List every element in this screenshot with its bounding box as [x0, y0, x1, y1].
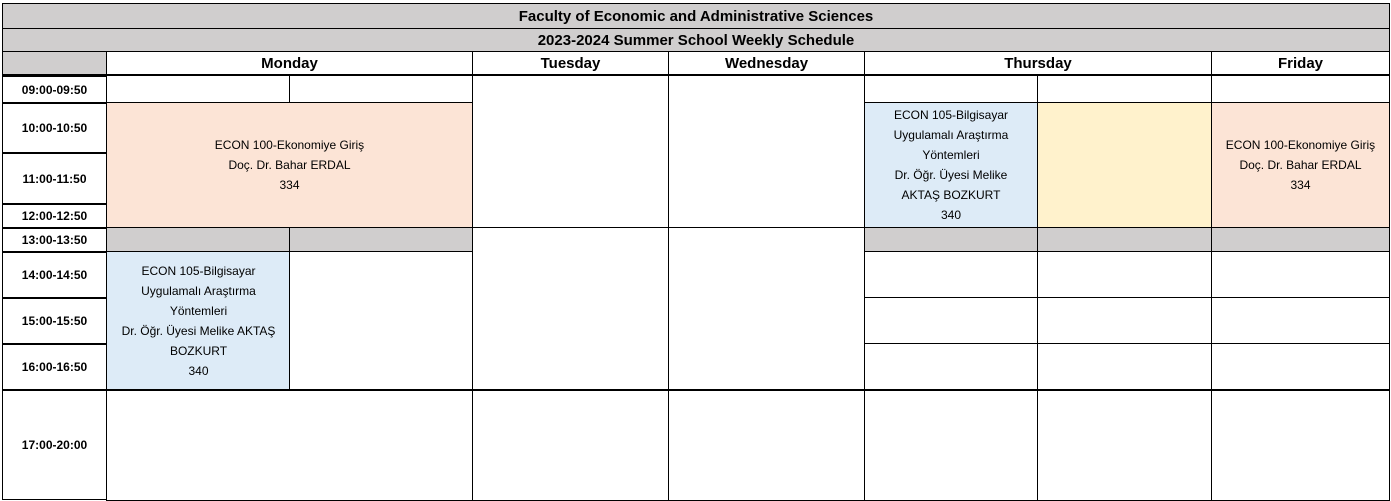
empty-cell [472, 389, 669, 501]
empty-cell [1211, 389, 1390, 501]
course-name: Yöntemleri [169, 303, 228, 318]
day-header-thursday: Thursday [864, 51, 1212, 76]
day-header-wednesday: Wednesday [668, 51, 865, 76]
time-label: 11:00-11:50 [2, 152, 107, 204]
empty-cell [472, 75, 669, 228]
course-room: 334 [1290, 178, 1311, 192]
time-label: 14:00-14:50 [2, 251, 107, 298]
empty-cell [1037, 297, 1212, 344]
time-label: 17:00-20:00 [2, 389, 107, 500]
empty-cell [289, 251, 473, 390]
time-label: 15:00-15:50 [2, 297, 107, 344]
empty-cell [1211, 251, 1390, 298]
time-label: 09:00-09:50 [2, 75, 107, 103]
course-instructor: Doç. Dr. Bahar ERDAL [1239, 158, 1362, 172]
course-block-econ100-friday [1211, 102, 1390, 228]
course-name: Uygulamalı Araştırma [141, 283, 256, 298]
course-name: ECON 105-Bilgisayar [893, 108, 1009, 122]
course-instructor: Doç. Dr. Bahar ERDAL [228, 158, 351, 172]
faculty-title: Faculty of Economic and Administrative Sciences [2, 3, 1390, 29]
empty-cell [668, 75, 865, 228]
day-header-monday: Monday [106, 51, 473, 76]
corner-cell [2, 51, 107, 76]
course-room: 340 [188, 363, 209, 378]
lunch-cell [1211, 227, 1390, 252]
empty-cell [472, 227, 669, 390]
time-label: 12:00-12:50 [2, 203, 107, 228]
course-block-econ105-thursday [864, 102, 1038, 228]
empty-cell [864, 389, 1038, 501]
lunch-cell [106, 227, 291, 252]
time-label: 13:00-13:50 [2, 227, 107, 252]
empty-cell [864, 75, 1038, 103]
day-header-friday: Friday [1211, 51, 1390, 76]
time-label: 16:00-16:50 [2, 343, 107, 390]
course-block-econ105-monday [106, 251, 291, 390]
schedule-title: 2023-2024 Summer School Weekly Schedule [2, 28, 1390, 52]
course-name: Uygulamalı Araştırma [893, 128, 1009, 142]
empty-cell [289, 75, 473, 103]
course-block-econ100-monday [106, 102, 473, 228]
course-instructor: BOZKURT [169, 343, 228, 358]
course-name: ECON 100-Ekonomiye Giriş [214, 138, 365, 152]
course-room: 340 [940, 208, 962, 222]
empty-cell [1037, 75, 1212, 103]
empty-cell [1037, 389, 1212, 501]
highlighted-empty-cell [1037, 102, 1212, 228]
course-name: ECON 105-Bilgisayar [141, 263, 256, 278]
day-header-tuesday: Tuesday [472, 51, 669, 76]
empty-cell [864, 343, 1038, 390]
course-instructor: Dr. Öğr. Üyesi Melike [894, 168, 1008, 182]
empty-cell [668, 227, 865, 390]
empty-cell [1211, 343, 1390, 390]
empty-cell [1211, 75, 1390, 103]
empty-cell [106, 389, 473, 501]
course-name: ECON 100-Ekonomiye Giriş [1225, 138, 1376, 152]
empty-cell [1037, 251, 1212, 298]
lunch-cell [289, 227, 473, 252]
course-instructor: Dr. Öğr. Üyesi Melike AKTAŞ [121, 323, 276, 338]
empty-cell [1211, 297, 1390, 344]
course-room: 334 [279, 178, 300, 192]
time-label: 10:00-10:50 [2, 102, 107, 153]
empty-cell [668, 389, 865, 501]
course-name: Yöntemleri [922, 148, 980, 162]
lunch-cell [1037, 227, 1212, 252]
empty-cell [106, 75, 291, 103]
empty-cell [1037, 343, 1212, 390]
empty-cell [864, 251, 1038, 298]
course-instructor: AKTAŞ BOZKURT [901, 188, 1001, 202]
empty-cell [864, 297, 1038, 344]
lunch-cell [864, 227, 1038, 252]
